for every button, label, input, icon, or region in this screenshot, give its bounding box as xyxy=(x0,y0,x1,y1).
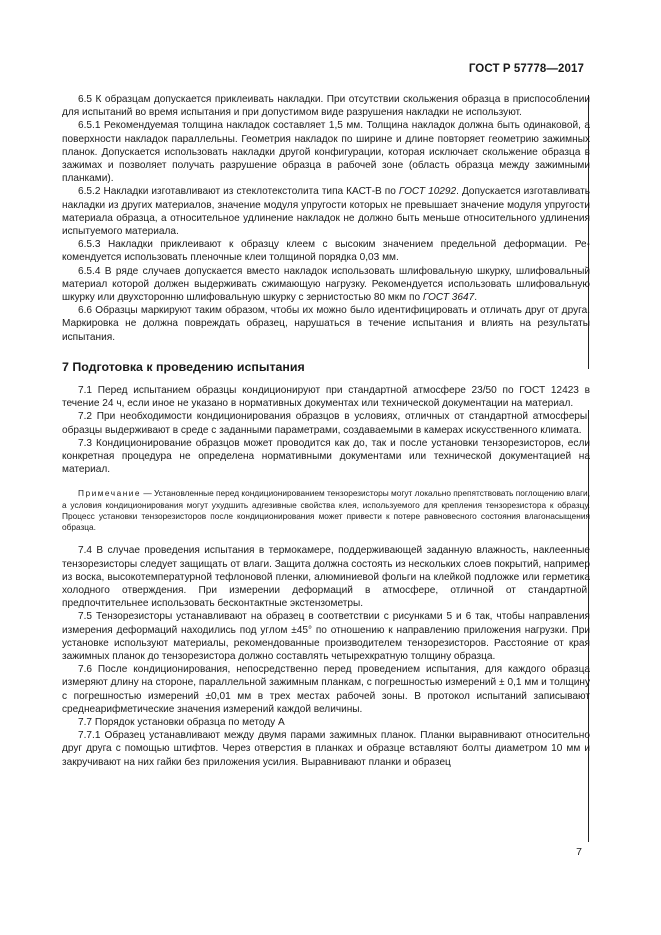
paragraph-7-3: 7.3 Кондиционирование образцов может проводится как до, так и после установки тензорезисторов, если конкретная процедура не определена нормативными документами или технической документацией на материал. xyxy=(62,437,590,476)
standard-reference: ГОСТ 10292 xyxy=(398,186,457,198)
paragraph-7-6: 7.6 После кондиционирования, непосредственно перед проведением испытания, для каждого образца измеряют длину на стороне, параллельной зажимным планкам, с погрешностью измерений ± 0,1 мм и толщину с погрешностью измерений ±0,01 мм в трех местах рабочей зоны. В протокол испытаний записывают среднеарифметические значения измерений каждой величины. xyxy=(62,664,590,715)
section-title: 7 Подготовка к проведению испытания xyxy=(62,359,305,374)
paragraph-6-5-2: 6.5.2 Накладки изготавливают из стеклотекстолита типа КАСТ-В по ГОСТ 10292. Допускается изготавливать накладки из других материалов, значение модуля упругости которых не превышает значение модуля упругости материала образца, а относительное удлинение накладок не должно быть меньше относительного удлинения испытуемого материала. xyxy=(62,186,590,238)
paragraph-7-7-1: 7.7.1 Образец устанавливают между двумя парами зажимных планок. Планки выравнивают относительно друг друга с помощью штифтов. Через отверстия в планках и образце вставляют болты диаметром 10 мм и закручивают на них гайки без приложения усилия. Выравнивают планки и образец xyxy=(62,730,590,768)
page-number: 7 xyxy=(576,846,582,858)
paragraph-6-5-4: 6.5.4 В ряде случаев допускается вместо накладок использовать шлифовальную шкурку, шлифовальный материал которой должен выдерживать сжимающую нагрузку. Рекомендуется использовать шлифовальную шкурку или двухсторонню шлифовальную шкурку с зернистостью 80 мкм по ГОСТ 3647. xyxy=(62,265,590,304)
document-header: ГОСТ Р 57778—2017 xyxy=(468,63,584,75)
paragraph-6-5-1: 6.5.1 Рекомендуемая толщина накладок составляет 1,5 мм. Толщина накладок должна быть одинаковой, а поверхности накладок параллельны. Геометрия накладок по ширине и длине повторяет геометрию зажимных планок. Допускается использовать накладки другой конфигурации, которая исключает скольжение образца в зажимах и позволяет получать разрушение образца в рабочей зоне (область образца между зажимными планками). xyxy=(62,120,590,185)
note: Примечание — Установленные перед кондиционированием тензорезисторы могут локально препятствовать поглощению влаги, а условия кондиционирования могут ухудшить адгезивные свойства клея, используемого для крепления тензорезистора к образцу. Процесс установки тензорезисторов после кондиционирования может привести к потере равновесного состояния влагонасыщения образца. xyxy=(62,488,590,533)
note-label: Примечание xyxy=(78,488,142,499)
paragraph-7-1: 7.1 Перед испытанием образцы кондиционируют при стандартной атмосфере 23/50 по ГОСТ 12423 в течение 24 ч, если иное не указано в нормативных документах или технической документации на материал. xyxy=(62,385,590,410)
paragraph-7-4: 7.4 В случае проведения испытания в термокамере, поддерживающей заданную влажность, наклеенные тензорезисторы следует защищать от влаги. Защита должна состоять из нескольких слоев покрытий, например из воска, высокотемпературной тефлоновой пленки, алюминиевой фольги на клейкой подложке или герметика холодного отверждения. При измерении деформаций в атмосфере, отличной от стандартной, предпочтительнее использовать бесконтактные экстензометры. xyxy=(62,545,591,610)
paragraph-7-2: 7.2 При необходимости кондиционирования образцов в условиях, отличных от стандартной атмосферы, образцы выдерживают в среде с заданными параметрами, создаваемыми в камерах искусственного климата. xyxy=(62,411,590,436)
paragraph-7-5: 7.5 Тензорезисторы устанавливают на образец в соответствии с рисунками 5 и 6 так, чтобы направления измерения деформаций находились под углом ±45° по отношению к направлению приложения нагрузки. При установке используют материалы, рекомендованные производителем тензорезисторов. Расстояние от края зажимных планок до тензорезистора должно составлять четырехкратную толщину образца. xyxy=(62,611,590,662)
paragraph-7-7: 7.7 Порядок установки образца по методу А xyxy=(78,716,285,728)
paragraph-6-5-3: 6.5.3 Накладки приклеивают к образцу клеем с высоким значением предельной деформации. Рекомендуется использовать пленочные клеи толщиной порядка 0,03 мм. xyxy=(62,239,590,264)
paragraph-6-5: 6.5 К образцам допускается приклеивать накладки. При отсутствии скольжения образца в приспособлении для испытаний во время испытания и при допустимом виде разрушения накладки не используют. xyxy=(62,94,590,119)
standard-reference: ГОСТ 3647 xyxy=(422,292,475,304)
paragraph-6-6: 6.6 Образцы маркируют таким образом, чтобы их можно было идентифицировать и отличать друг от друга. Маркировка не должна повреждать образец, нарушаться в течение испытания и влиять на результаты испытания. xyxy=(62,305,590,343)
document-body xyxy=(62,93,590,769)
